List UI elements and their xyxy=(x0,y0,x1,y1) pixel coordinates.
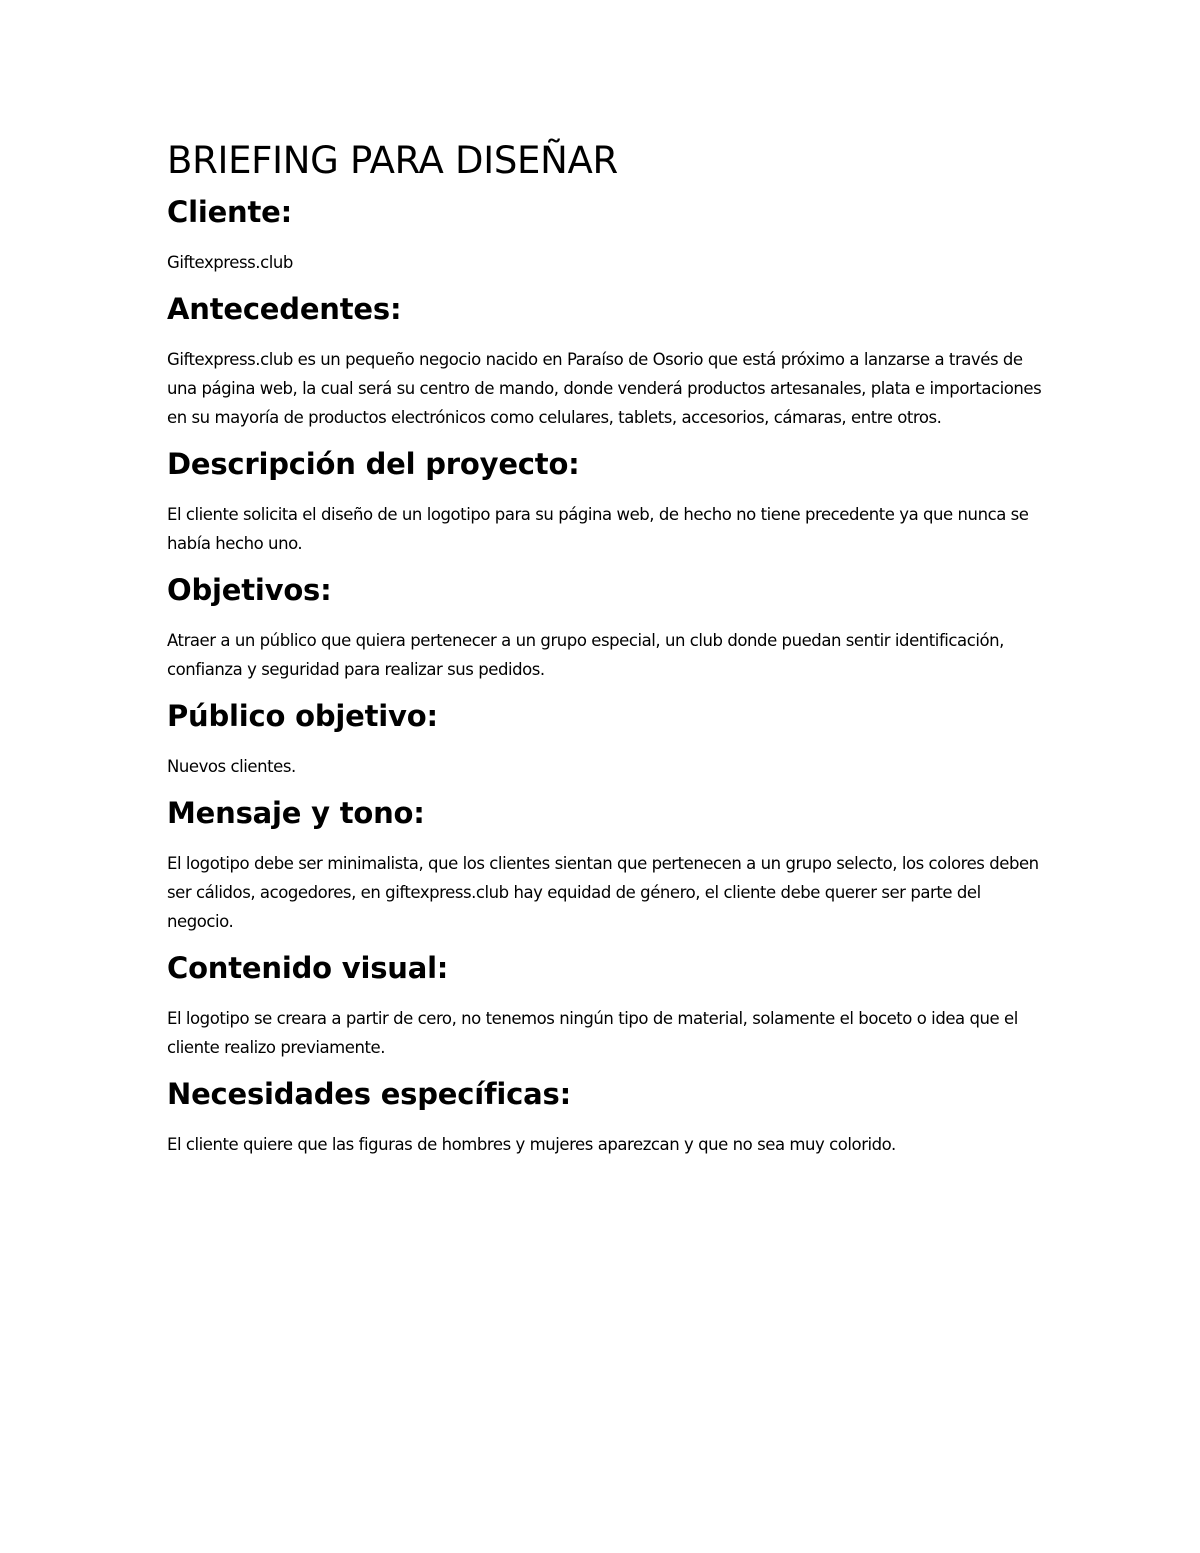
document-title: BRIEFING PARA DISEÑAR xyxy=(167,139,618,182)
document-page xyxy=(167,138,1047,1173)
heading-antecedentes: Antecedentes: xyxy=(167,292,402,326)
heading-mensaje-tono: Mensaje y tono: xyxy=(167,796,425,830)
body-publico-objetivo: Nuevos clientes. xyxy=(167,757,296,776)
body-objetivos: Atraer a un público que quiera pertenecer a un grupo especial, un club donde puedan sentir identificación, confianza y seguridad para realizar sus pedidos. xyxy=(167,631,1004,679)
body-descripcion-proyecto: El cliente solicita el diseño de un logotipo para su página web, de hecho no tiene precedente ya que nunca se había hecho uno. xyxy=(167,505,1029,553)
heading-contenido-visual: Contenido visual: xyxy=(167,951,449,985)
heading-necesidades-especificas: Necesidades específicas: xyxy=(167,1077,571,1111)
heading-descripcion-proyecto: Descripción del proyecto: xyxy=(167,447,580,481)
heading-objetivos: Objetivos: xyxy=(167,573,332,607)
heading-publico-objetivo: Público objetivo: xyxy=(167,699,438,733)
heading-cliente: Cliente: xyxy=(167,195,293,229)
body-antecedentes: Giftexpress.club es un pequeño negocio nacido en Paraíso de Osorio que está próximo a lanzarse a través de una página web, la cual será su centro de mando, donde venderá productos artesanales, plata e importaciones en su mayoría de productos electrónicos como celulares, tablets, accesorios, cámaras, entre otros. xyxy=(167,350,1042,427)
body-cliente: Giftexpress.club xyxy=(167,253,293,272)
body-mensaje-tono: El logotipo debe ser minimalista, que los clientes sientan que pertenecen a un grupo selecto, los colores deben ser cálidos, acogedores, en giftexpress.club hay equidad de género, el cliente debe querer ser parte del negocio. xyxy=(167,854,1039,931)
body-necesidades-especificas: El cliente quiere que las figuras de hombres y mujeres aparezcan y que no sea muy colorido. xyxy=(167,1135,896,1154)
body-contenido-visual: El logotipo se creara a partir de cero, no tenemos ningún tipo de material, solamente el boceto o idea que el cliente realizo previamente. xyxy=(167,1009,1018,1057)
